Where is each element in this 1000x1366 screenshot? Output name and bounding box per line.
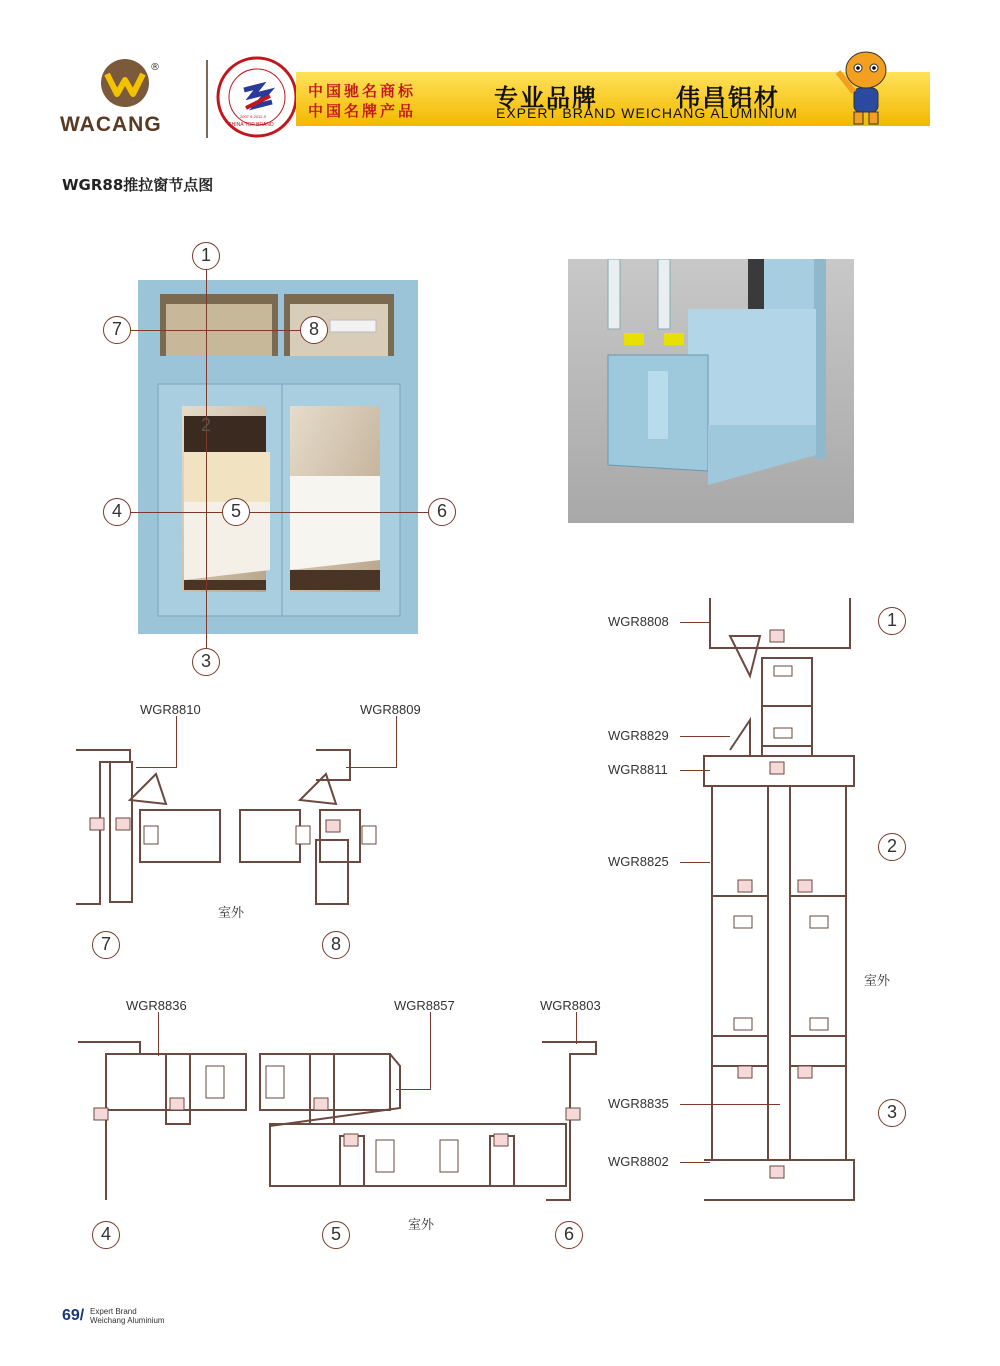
brand-name: WACANG — [60, 113, 162, 136]
footer-line-2: Weichang Aluminium — [90, 1316, 165, 1325]
brand-logo — [60, 58, 200, 138]
node-3: 3 — [878, 1099, 906, 1127]
outdoor-label-78: 室外 — [218, 906, 245, 921]
callout-1: 1 — [192, 242, 220, 270]
page-title: WGR88推拉窗节点图 — [62, 176, 214, 194]
code-wgr8802: WGR8802 — [608, 1154, 669, 1169]
profile-3d-render — [568, 259, 854, 523]
callout-7: 7 — [103, 316, 131, 344]
callout-4: 4 — [103, 498, 131, 526]
leader-8836-v — [158, 1012, 159, 1056]
leader-8803-v — [576, 1012, 577, 1044]
outdoor-label-right: 室外 — [864, 974, 891, 989]
callout-6: 6 — [428, 498, 456, 526]
badge-text: CHINA TOP BRAND — [228, 122, 274, 128]
leader-8825 — [680, 862, 710, 863]
leader-8857-h — [396, 1089, 430, 1090]
vertical-section-drawing — [690, 590, 890, 1210]
leader-8857-v — [430, 1012, 431, 1090]
window-diagram — [100, 240, 480, 680]
code-wgr8829: WGR8829 — [608, 728, 669, 743]
node-2: 2 — [878, 833, 906, 861]
callout-8: 8 — [300, 316, 328, 344]
code-wgr8811: WGR8811 — [608, 762, 668, 777]
wacang-logo-icon — [95, 58, 195, 108]
node-6: 6 — [555, 1221, 583, 1249]
leader-8835 — [680, 1104, 780, 1105]
node-8: 8 — [322, 931, 350, 959]
tiger-mascot-icon — [830, 42, 900, 127]
section-7-8-drawing — [70, 740, 410, 910]
registered-mark: ® — [150, 62, 160, 73]
leader-8802 — [680, 1162, 710, 1163]
callout-line-4-6 — [130, 512, 432, 513]
award-line-2: 中国名牌产品 — [308, 102, 417, 120]
code-wgr8808: WGR8808 — [608, 614, 669, 629]
profile-3d-illustration — [568, 259, 854, 523]
code-wgr8810: WGR8810 — [140, 702, 201, 717]
footer-line-1: Expert Brand — [90, 1307, 137, 1316]
callout-line-7-8 — [130, 330, 310, 331]
leader-8808 — [680, 622, 710, 623]
code-wgr8825: WGR8825 — [608, 854, 669, 869]
badge-years: 2007.9-2012.9 — [240, 114, 266, 119]
callout-line-vertical — [206, 268, 207, 650]
node-1: 1 — [878, 607, 906, 635]
leader-8809-h — [346, 767, 396, 768]
node-4: 4 — [92, 1221, 120, 1249]
leader-8811 — [680, 770, 710, 771]
code-wgr8835: WGR8835 — [608, 1096, 669, 1111]
leader-8829 — [680, 736, 730, 737]
slogan-cn-1: 专业品牌 — [494, 84, 598, 112]
page-number: 69/ — [62, 1307, 85, 1324]
code-wgr8803: WGR8803 — [540, 998, 601, 1013]
code-wgr8836: WGR8836 — [126, 998, 187, 1013]
slogan-en: EXPERT BRAND WEICHANG ALUMINIUM — [496, 105, 798, 121]
callout-3: 3 — [192, 648, 220, 676]
header-divider — [206, 60, 208, 138]
window-illustration — [100, 240, 480, 680]
node-7: 7 — [92, 931, 120, 959]
outdoor-label-456: 室外 — [408, 1218, 435, 1233]
leader-8809-v — [396, 716, 397, 768]
code-wgr8857: WGR8857 — [394, 998, 455, 1013]
leader-8810-v — [176, 716, 177, 768]
code-wgr8809: WGR8809 — [360, 702, 421, 717]
callout-5: 5 — [222, 498, 250, 526]
award-line-1: 中国驰名商标 — [308, 82, 417, 100]
node-5: 5 — [322, 1221, 350, 1249]
leader-8810-h — [136, 767, 176, 768]
section-4-5-6-drawing — [70, 1036, 610, 1206]
china-top-brand-badge — [216, 56, 298, 138]
callout-2: 2 — [200, 415, 211, 435]
slogan-cn-2: 伟昌铝材 — [676, 84, 780, 112]
